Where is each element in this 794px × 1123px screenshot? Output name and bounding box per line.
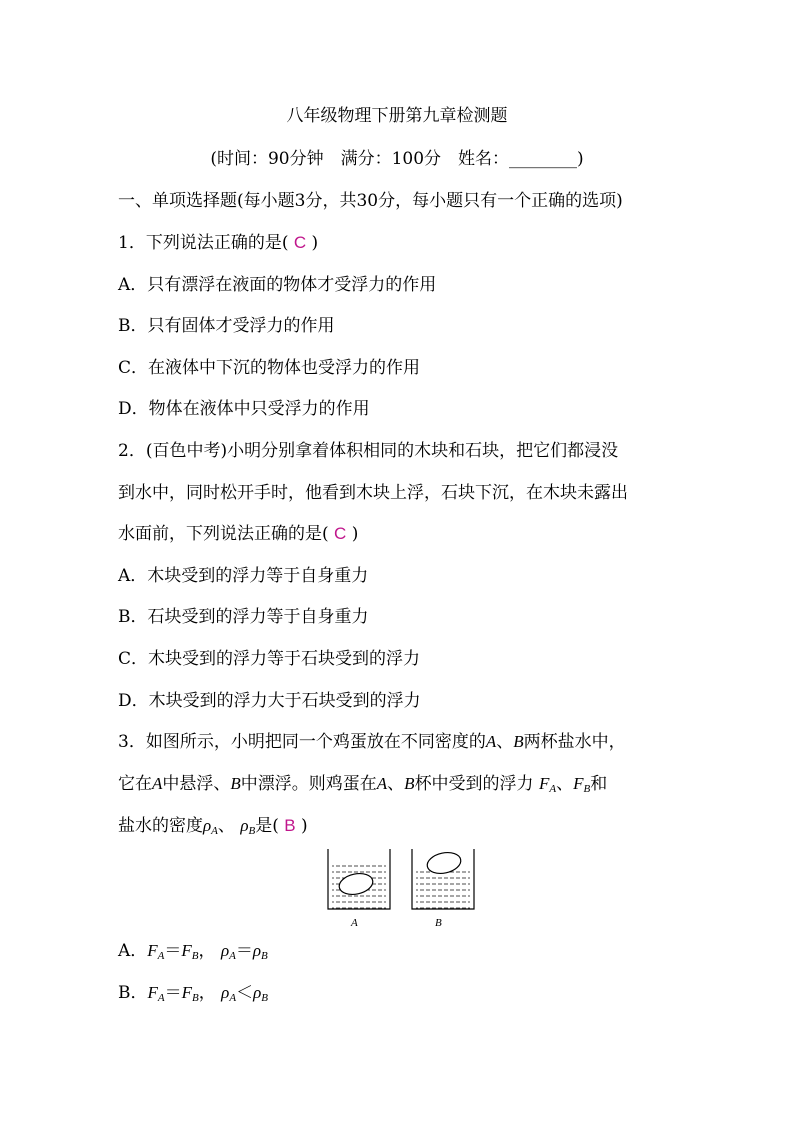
question-1-option-b: B．只有固体才受浮力的作用 [118,316,335,336]
exam-meta: (时间：90分钟 满分：100分 姓名：________) [210,149,584,169]
beaker-a [328,849,390,929]
question-2-answer: C [334,524,347,543]
question-3-line-1: 3．如图所示，小明把同一个鸡蛋放在不同密度的A、B两杯盐水中， [118,732,626,752]
question-2-line-1: 2．(百色中考)小明分别拿着体积相同的木块和石块，把它们都浸没 [118,441,619,461]
beaker-b [412,849,474,929]
question-2-option-a: A．木块受到的浮力等于自身重力 [118,566,369,586]
beaker-figure [318,845,488,930]
question-2-option-c: C．木块受到的浮力等于石块受到的浮力 [118,649,421,669]
question-2-option-b: B．石块受到的浮力等于自身重力 [118,607,369,627]
question-3-option-a: A．$F_A=F_B$， $\rho_A=\rho_B$ [118,941,268,962]
question-1-stem: 1．下列说法正确的是( C ) [118,233,319,253]
question-1-option-d: D．物体在液体中只受浮力的作用 [118,399,370,419]
question-3-line-2: 它在A中悬浮、B中漂浮。则鸡蛋在A、B杯中受到的浮力 $F_A$、$F_B$和 [118,774,608,795]
document-title: 八年级物理下册第九章检测题 [286,106,508,126]
question-1-answer: C [293,233,307,252]
question-1-option-c: C．在液体中下沉的物体也受浮力的作用 [118,358,421,378]
section-heading: 一、单项选择题(每小题3分，共30分，每小题只有一个正确的选项) [118,191,623,211]
question-3-answer: B [284,816,296,835]
question-2-line-2: 到水中，同时松开手时，他看到木块上浮，石块下沉，在木块未露出 [118,483,628,503]
question-2-option-d: D．木块受到的浮力大于石块受到的浮力 [118,691,421,711]
beaker-b-label: B [435,917,442,929]
question-2-line-3: 水面前，下列说法正确的是( C ) [118,524,359,544]
beaker-a-label: A [351,917,358,929]
question-3-line-3: 盐水的密度$\rho_A$、 $\rho_B$是( B ) [118,816,308,837]
question-1-option-a: A．只有漂浮在液面的物体才受浮力的作用 [118,275,437,295]
question-3-option-b: B．$F_A=F_B$， $\rho_A<\rho_B$ [118,983,268,1004]
